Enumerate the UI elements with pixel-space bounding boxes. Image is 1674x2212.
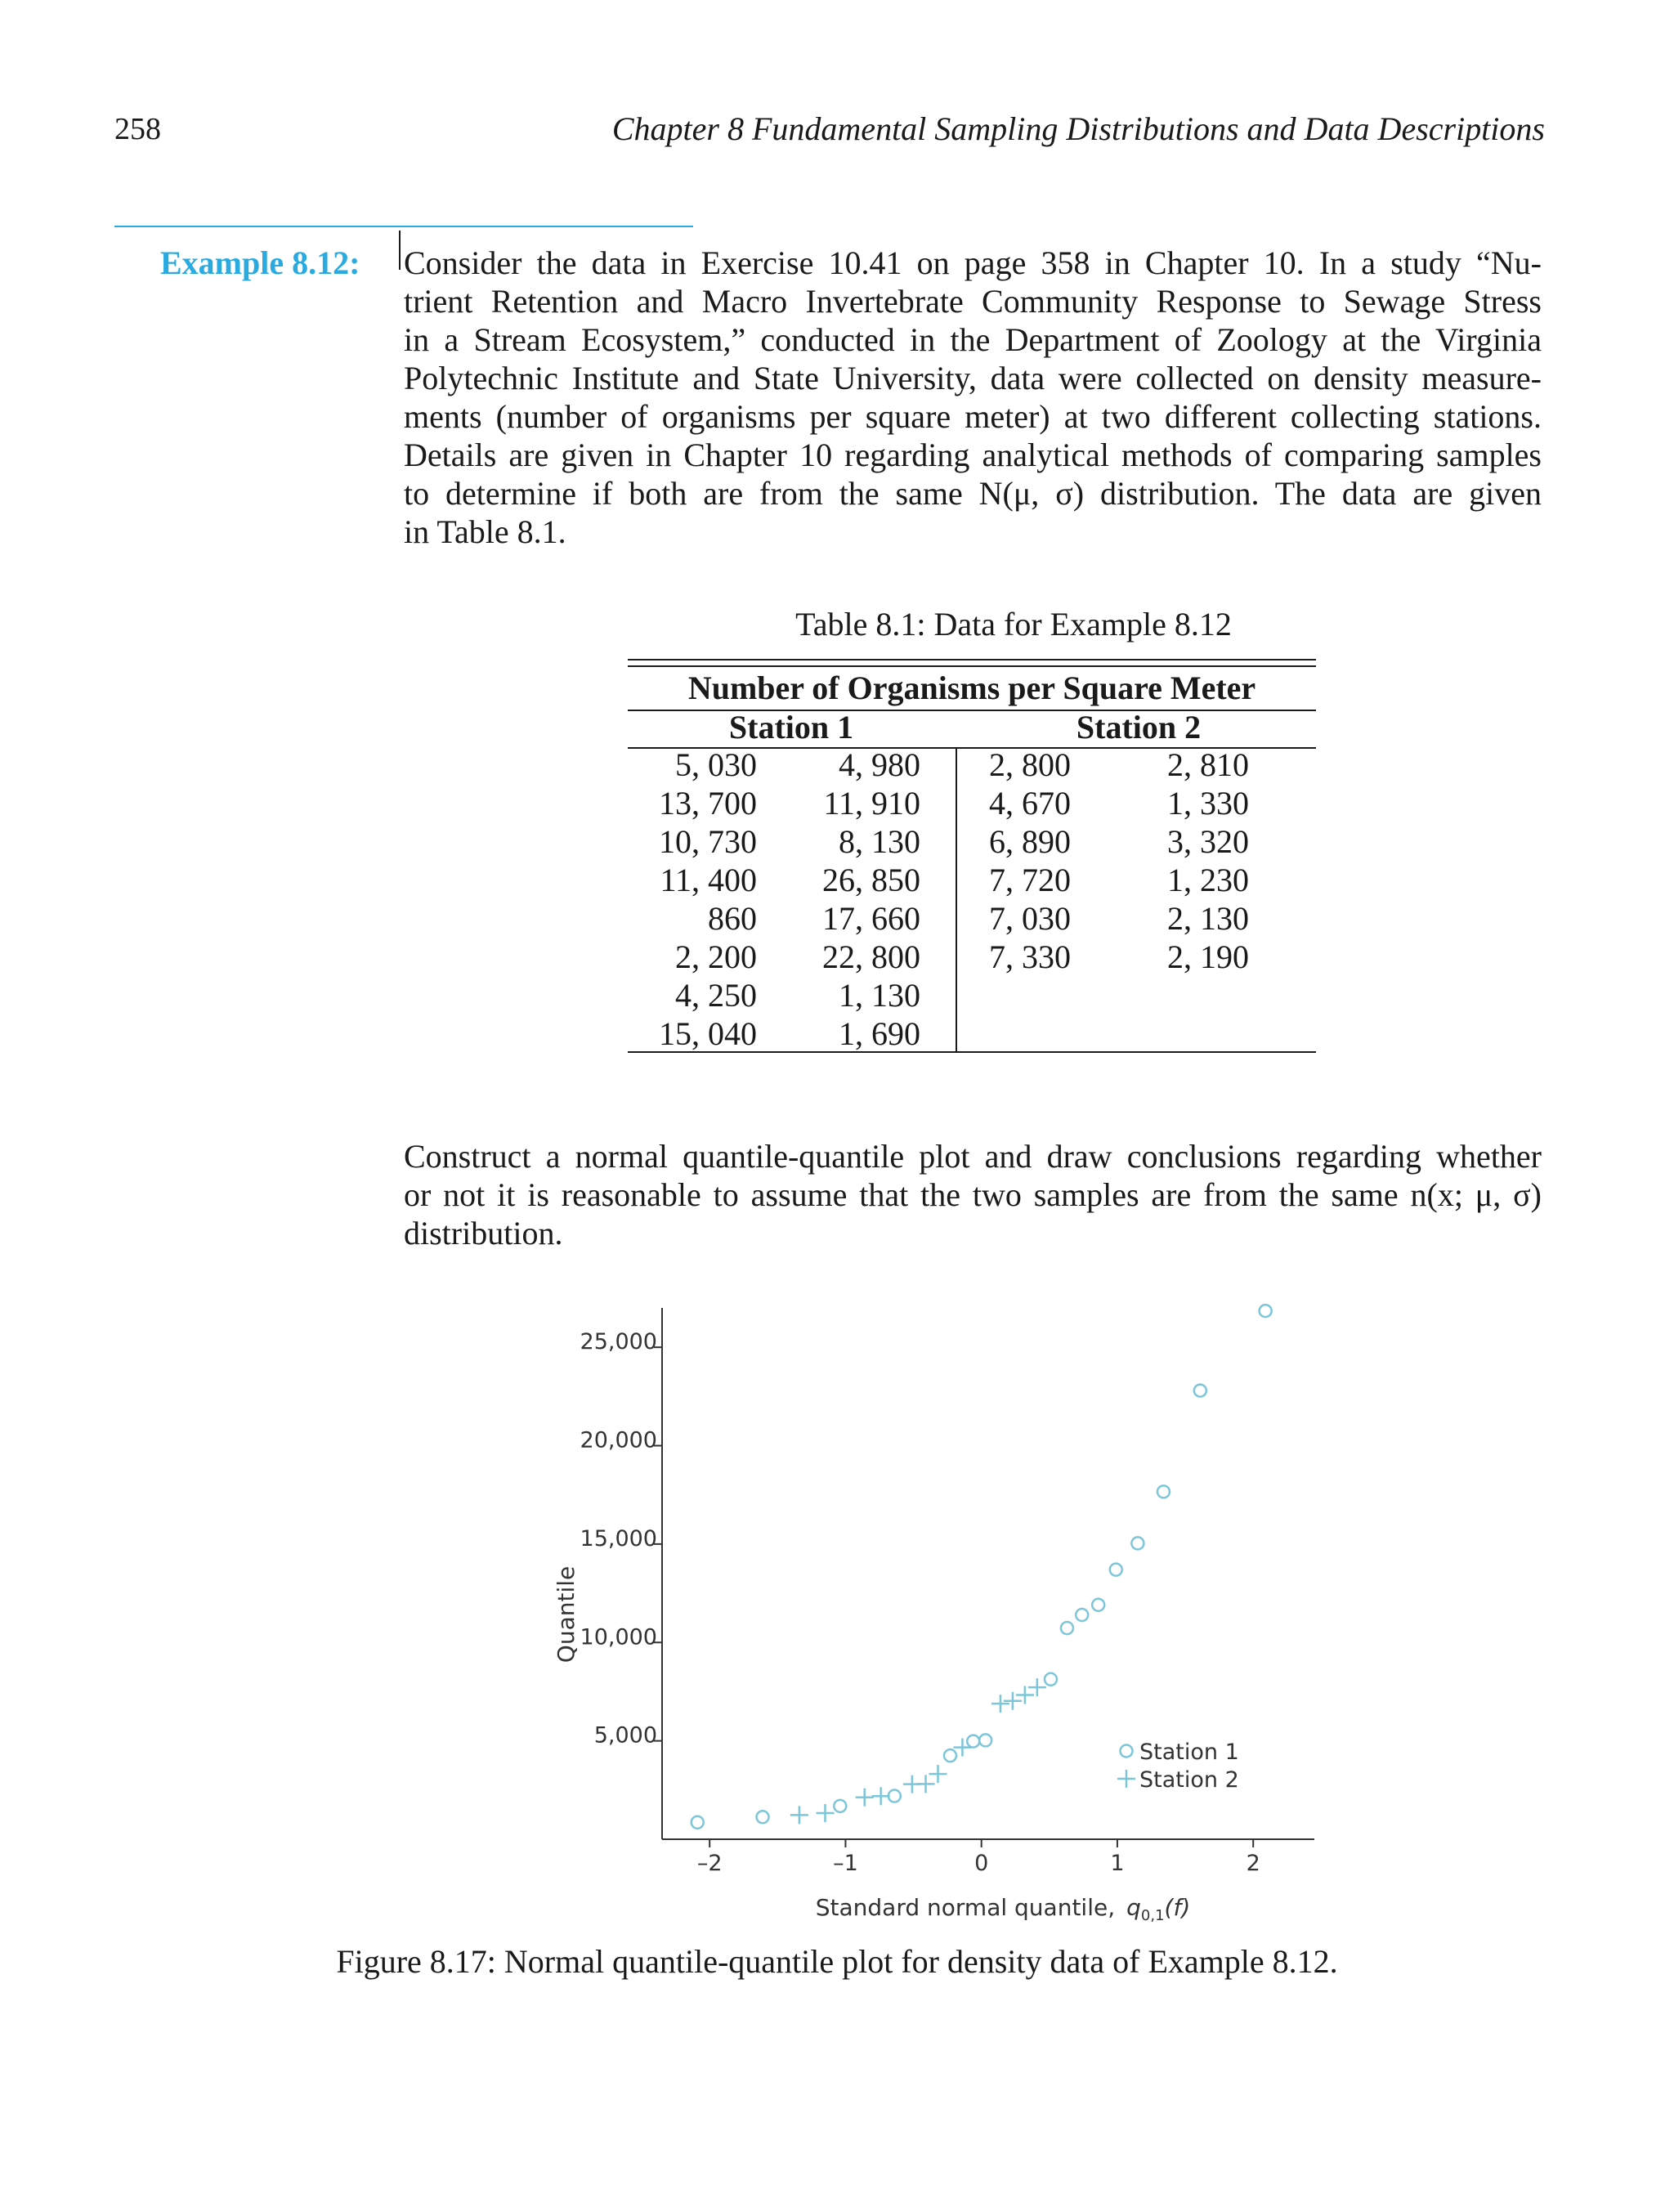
station1-point bbox=[1110, 1564, 1122, 1576]
y-tick-label: 25,000 bbox=[580, 1329, 657, 1355]
table-cell: 2, 200 bbox=[675, 938, 757, 975]
table-cell: 3, 320 bbox=[1167, 823, 1249, 860]
table-cell: 10, 730 bbox=[659, 823, 757, 860]
paragraph-line: Consider the data in Exercise 10.41 on page 358 in Chapter 10. In a study “Nu- bbox=[404, 244, 1542, 281]
paragraph-line: trient Retention and Macro Invertebrate Community Response to Sewage Stress bbox=[404, 283, 1542, 320]
table-cell: 13, 700 bbox=[659, 785, 757, 822]
station2-point bbox=[917, 1775, 935, 1793]
station2-point bbox=[991, 1695, 1009, 1713]
legend-station1-marker bbox=[1121, 1745, 1133, 1758]
x-tick-label: –1 bbox=[833, 1851, 858, 1876]
station1-point bbox=[1045, 1673, 1057, 1686]
table-cell: 2, 190 bbox=[1167, 938, 1249, 975]
station1-point bbox=[1157, 1485, 1170, 1498]
station1-point bbox=[1076, 1609, 1088, 1621]
station2-point bbox=[929, 1765, 947, 1783]
y-tick-label: 10,000 bbox=[580, 1624, 657, 1650]
table-cell: 11, 400 bbox=[660, 862, 757, 898]
y-axis-label: Quantile bbox=[553, 1565, 580, 1663]
table-cell: 8, 130 bbox=[839, 823, 920, 860]
x-axis-label-subscript: 0,1 bbox=[1140, 1907, 1165, 1924]
y-tick-label: 5,000 bbox=[593, 1722, 657, 1749]
table-cell: 7, 720 bbox=[989, 862, 1071, 898]
paragraph-line: in Table 8.1. bbox=[404, 513, 566, 550]
paragraph-line: Details are given in Chapter 10 regarding analytical methods of comparing samples bbox=[404, 437, 1542, 473]
legend-station2-marker bbox=[1117, 1770, 1135, 1788]
paragraph-line: to determine if both are from the same N(μ, σ) distribution. The data are given bbox=[404, 475, 1542, 512]
station1-point bbox=[757, 1811, 769, 1823]
table-cell: 1, 130 bbox=[839, 977, 920, 1014]
station1-point bbox=[979, 1734, 991, 1746]
x-tick-label: –2 bbox=[696, 1851, 723, 1876]
x-tick-label: 0 bbox=[974, 1851, 989, 1876]
table-cell: 1, 330 bbox=[1167, 785, 1249, 822]
paragraph-line: ments (number of organisms per square meter) at two different collecting stations. bbox=[404, 398, 1542, 435]
table-cell: 17, 660 bbox=[822, 900, 920, 937]
y-tick-label: 15,000 bbox=[580, 1525, 657, 1552]
table-cell: 26, 850 bbox=[822, 862, 920, 898]
table-cell: 2, 130 bbox=[1167, 900, 1249, 937]
plot-legend bbox=[1117, 1740, 1239, 1793]
x-tick-label: 2 bbox=[1246, 1851, 1260, 1876]
figure-caption: Figure 8.17: Normal quantile-quantile plot for density data of Example 8.12. bbox=[336, 1943, 1338, 1980]
table-cell: 1, 690 bbox=[839, 1015, 920, 1052]
table-cell: 15, 040 bbox=[659, 1015, 757, 1052]
station2-header: Station 2 bbox=[1076, 709, 1202, 746]
station1-point bbox=[888, 1790, 901, 1802]
running-title: Chapter 8 Fundamental Sampling Distributions and Data Descriptions bbox=[611, 110, 1545, 147]
table-cell: 2, 810 bbox=[1167, 746, 1249, 783]
table-cell: 1, 230 bbox=[1167, 862, 1249, 898]
station2-point bbox=[856, 1789, 874, 1807]
paragraph-line: distribution. bbox=[404, 1215, 563, 1252]
station1-point bbox=[1131, 1537, 1144, 1549]
x-tick-label: 1 bbox=[1110, 1851, 1125, 1876]
table-cell: 860 bbox=[708, 900, 757, 937]
station1-header: Station 1 bbox=[728, 709, 854, 746]
x-axis-label-arg: (f) bbox=[1164, 1894, 1191, 1921]
station2-point bbox=[817, 1804, 835, 1822]
x-axis-label bbox=[816, 1894, 1191, 1924]
station1-point bbox=[1260, 1305, 1272, 1317]
station1-point bbox=[1092, 1599, 1104, 1611]
station1-point bbox=[967, 1735, 979, 1748]
station1-point bbox=[1061, 1622, 1073, 1634]
station2-point bbox=[1028, 1678, 1046, 1696]
x-axis-label-text: Standard normal quantile, bbox=[815, 1894, 1116, 1921]
paragraph-line: Polytechnic Institute and State University, data were collected on density measure- bbox=[404, 360, 1542, 396]
y-tick-label: 20,000 bbox=[580, 1427, 657, 1453]
station1-point bbox=[834, 1800, 846, 1812]
paragraph-line: Construct a normal quantile-quantile plot and draw conclusions regarding whether bbox=[404, 1138, 1542, 1175]
table-cell: 5, 030 bbox=[675, 746, 757, 783]
legend-station1-label: Station 1 bbox=[1139, 1740, 1239, 1765]
station1-point bbox=[944, 1749, 956, 1762]
paragraph-line: or not it is reasonable to assume that the two samples are from the same n(x; μ, σ) bbox=[404, 1176, 1542, 1213]
table-cell: 2, 800 bbox=[989, 746, 1071, 783]
table-cell: 7, 330 bbox=[989, 938, 1071, 975]
station1-point bbox=[692, 1816, 704, 1829]
paragraph-line: in a Stream Ecosystem,” conducted in the Department of Zoology at the Virginia bbox=[404, 321, 1542, 358]
page-number: 258 bbox=[114, 112, 161, 146]
station2-point bbox=[790, 1806, 808, 1824]
table-header: Number of Organisms per Square Meter bbox=[687, 669, 1256, 706]
station2-point bbox=[872, 1787, 890, 1805]
example-label: Example 8.12: bbox=[160, 244, 360, 281]
table-cell: 4, 670 bbox=[989, 785, 1071, 822]
table-cell: 4, 980 bbox=[839, 746, 920, 783]
table-cell: 7, 030 bbox=[989, 900, 1071, 937]
table-cell: 22, 800 bbox=[822, 938, 920, 975]
station1-point bbox=[1194, 1385, 1206, 1397]
table-caption: Table 8.1: Data for Example 8.12 bbox=[795, 606, 1232, 643]
table-cell: 11, 910 bbox=[823, 785, 920, 822]
table-cell: 6, 890 bbox=[989, 823, 1071, 860]
legend-station2-label: Station 2 bbox=[1139, 1767, 1239, 1793]
plot-ticks bbox=[580, 1329, 1260, 1876]
x-axis-label-symbol: q bbox=[1126, 1894, 1141, 1921]
table-cell: 4, 250 bbox=[675, 977, 757, 1014]
